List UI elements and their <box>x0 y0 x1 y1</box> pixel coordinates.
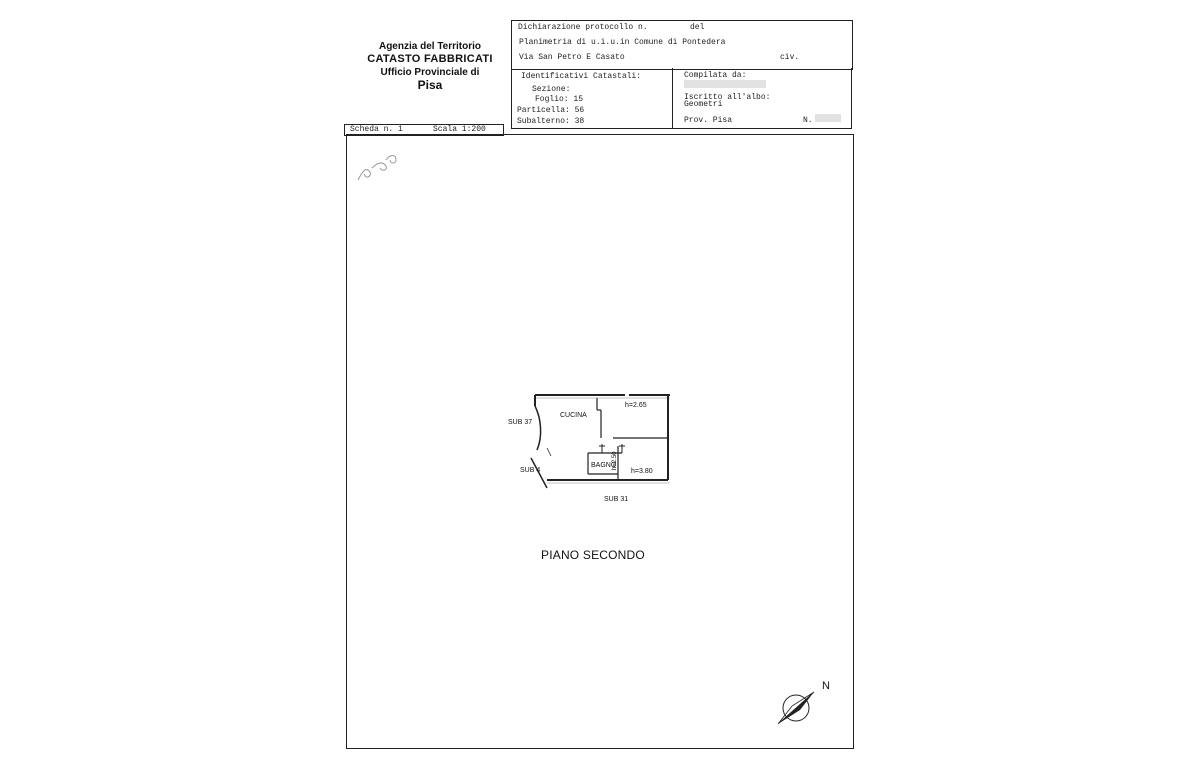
height-label-2: h=3.80 <box>631 468 653 475</box>
prov-label: Prov. Pisa <box>684 116 733 125</box>
sub37-label: SUB 37 <box>508 419 533 426</box>
n-label: N. <box>803 116 813 125</box>
agency-block <box>360 40 500 92</box>
particella-label: Particella: 56 <box>517 106 585 115</box>
identifiers-title: Identificativi Catastali: <box>521 72 642 81</box>
foglio-label: Foglio: 15 <box>535 95 584 104</box>
protocol-del: del <box>690 23 705 32</box>
handwritten-mark-icon <box>352 146 402 186</box>
scheda-label: Scheda n. 1 <box>350 125 403 134</box>
catasto-title: CATASTO FABBRICATI <box>367 53 493 65</box>
iscritto-label: Iscritto all'albo: <box>684 93 771 102</box>
floor-plan <box>525 388 675 493</box>
agency-name: Agenzia del Territorio <box>378 41 482 52</box>
planimetria-label: Planimetria di u.i.u.in Comune di Pontedera <box>519 38 726 47</box>
subalterno-label: Subalterno: 38 <box>517 117 585 126</box>
bagno-label: BAGNO <box>591 462 617 469</box>
north-label: N <box>822 680 830 692</box>
office-label: Ufficio Provinciale di <box>380 67 480 78</box>
cucina-label: CUCINA <box>560 412 587 419</box>
civ-label: civ. <box>780 53 800 62</box>
sezione-label: Sezione: <box>532 85 571 94</box>
redacted-name <box>684 80 766 88</box>
floor-title: PIANO SECONDO <box>541 548 645 562</box>
height-label-1: h=2.65 <box>625 402 647 409</box>
north-arrow-icon <box>774 688 820 728</box>
scala-label: Scala 1:200 <box>433 125 486 134</box>
redacted-number <box>815 114 841 122</box>
protocol-label: Dichiarazione protocollo n. <box>518 23 648 32</box>
sub4-label: SUB 4 <box>520 467 541 474</box>
compilata-label: Compilata da: <box>684 71 747 80</box>
address-label: Via San Petro E Casato <box>519 53 625 62</box>
sub31-label: SUB 31 <box>604 496 629 503</box>
height-label-3: h=2.50 <box>612 451 618 470</box>
office-city: Pisa <box>417 78 443 92</box>
geometri-label: Geometri <box>684 100 723 109</box>
